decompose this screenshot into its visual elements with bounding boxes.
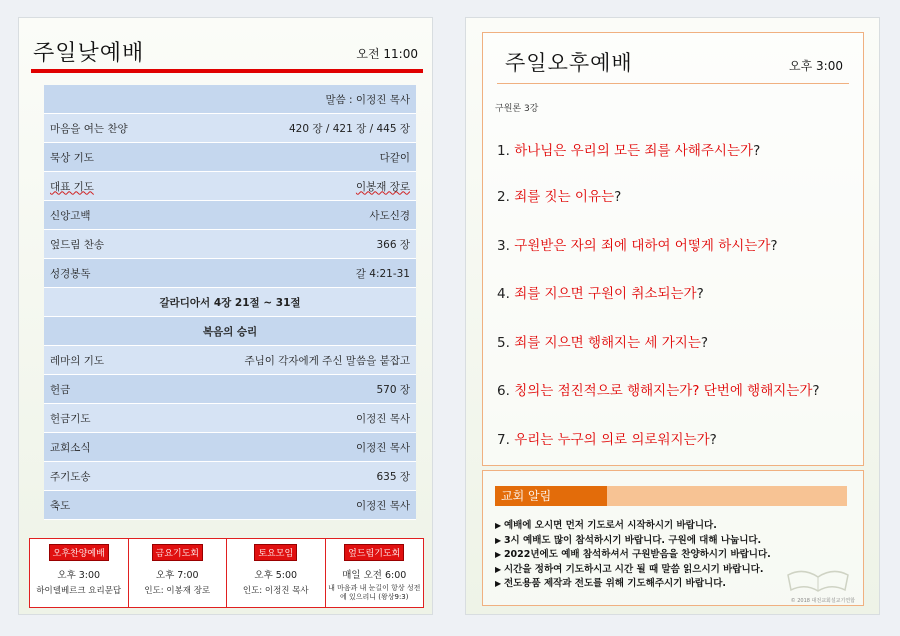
order-label: 성경봉독 <box>50 267 91 280</box>
morning-header <box>19 18 434 74</box>
sermon-series: 구원론 3강 <box>495 104 539 114</box>
question-number: 1. <box>497 143 510 159</box>
order-label: 마음을 여는 찬양 <box>50 122 128 135</box>
meeting-leader: 하이델베르크 요리문답 <box>36 586 122 596</box>
order-center-text: 갈라디아서 4장 21절 ~ 31절 <box>159 296 301 309</box>
notice-header-bar <box>495 486 847 506</box>
question-item <box>497 185 621 205</box>
question-text: 구원받은 자의 죄에 대하여 어떻게 하시는가 <box>514 238 771 254</box>
question-item <box>497 428 717 448</box>
order-label: 대표 기도 <box>50 180 94 193</box>
order-label: 묵상 기도 <box>50 151 94 164</box>
question-item <box>497 282 704 302</box>
meeting-title: 오후찬양예배 <box>49 544 109 561</box>
meeting-time: 오후 5:00 <box>254 570 298 581</box>
question-text: 죄를 짓는 이유는 <box>514 189 615 205</box>
order-row <box>44 172 416 201</box>
question-mark: ? <box>770 238 778 254</box>
meeting-title: 토요모임 <box>254 544 297 561</box>
afternoon-time: 오후 3:00 <box>789 59 843 73</box>
order-row <box>44 114 416 143</box>
notice-item: ▶ 예배에 오시면 먼저 기도로서 시작하시기 바랍니다. <box>495 517 855 532</box>
meeting-title: 엎드림기도회 <box>344 544 404 561</box>
order-value: 다같이 <box>379 151 410 164</box>
order-label: 레마의 기도 <box>50 354 105 367</box>
order-value: 갈 4:21-31 <box>355 267 410 280</box>
question-mark: ? <box>753 143 761 159</box>
order-row <box>44 433 416 462</box>
order-row <box>44 85 416 114</box>
order-label: 신앙고백 <box>50 209 91 222</box>
order-value: 420 장 / 421 장 / 445 장 <box>289 122 410 135</box>
question-text: 죄를 지으면 행해지는 세 가지는 <box>514 335 701 351</box>
church-notices <box>482 470 864 606</box>
worship-order-table <box>44 85 416 520</box>
order-row <box>44 201 416 230</box>
order-label: 엎드림 찬송 <box>50 238 105 251</box>
order-value: 주님이 각자에게 주신 말씀을 붙잡고 <box>244 354 410 367</box>
question-mark: ? <box>812 383 820 399</box>
order-value: 사도신경 <box>369 209 410 222</box>
question-number: 7. <box>497 432 510 448</box>
meeting-leader: 인도: 이봉재 장로 <box>144 586 211 596</box>
question-number: 4. <box>497 286 510 302</box>
meeting-cell <box>326 539 424 607</box>
question-number: 3. <box>497 238 510 254</box>
question-mark: ? <box>614 189 622 205</box>
order-row <box>44 375 416 404</box>
meeting-time: 매일 오전 6:00 <box>342 570 407 581</box>
question-item <box>497 379 820 399</box>
notice-item: ▶ 3시 예배도 많이 참석하시기 바랍니다. 구원에 대해 나눕니다. <box>495 532 855 547</box>
meeting-note: 내 마음과 내 눈길이 항상 성전에 있으리니 (왕상9:3) <box>328 584 421 601</box>
red-divider <box>31 69 423 73</box>
afternoon-box <box>482 32 864 466</box>
order-row <box>44 404 416 433</box>
notice-item: ▶ 시간을 정하여 기도하시고 시간 될 때 말씀 읽으시기 바랍니다. <box>495 561 855 576</box>
order-row <box>44 230 416 259</box>
question-text: 죄를 지으면 구원이 취소되는가 <box>514 286 697 302</box>
order-label: 교회소식 <box>50 441 91 454</box>
notice-title: 교회 알림 <box>495 486 607 506</box>
order-value: 366 장 <box>376 238 410 251</box>
order-center-text: 복음의 승리 <box>202 325 258 338</box>
order-value: 이정진 목사 <box>355 441 410 454</box>
notice-item: ▶ 전도용품 제작과 전도를 위해 기도해주시기 바랍니다. <box>495 575 855 590</box>
morning-time: 오전 11:00 <box>356 47 418 61</box>
order-row <box>44 288 416 317</box>
order-value: 말씀 : 이정진 목사 <box>325 93 410 106</box>
meeting-time: 오후 7:00 <box>155 570 199 581</box>
question-number: 6. <box>497 383 510 399</box>
question-text: 칭의는 점진적으로 행해지는가? 단번에 행해지는가 <box>514 383 813 399</box>
order-value: 이정진 목사 <box>355 499 410 512</box>
meeting-time: 오후 3:00 <box>57 570 101 581</box>
order-label: 주기도송 <box>50 470 91 483</box>
morning-title: 주일낮예배 <box>33 41 145 66</box>
notice-item: ▶ 2022년에도 예배 참석하셔서 구원받음을 찬양하시기 바랍니다. <box>495 546 855 561</box>
question-item <box>497 234 778 254</box>
question-item <box>497 331 708 351</box>
order-label: 헌금 <box>50 383 71 396</box>
meeting-leader: 인도: 이정진 목사 <box>242 586 309 596</box>
meeting-title: 금요기도회 <box>152 544 203 561</box>
order-value: 570 장 <box>376 383 410 396</box>
question-text: 하나님은 우리의 모든 죄를 사해주시는가 <box>514 143 754 159</box>
question-number: 5. <box>497 335 510 351</box>
order-label: 헌금기도 <box>50 412 91 425</box>
order-row <box>44 491 416 520</box>
order-row <box>44 317 416 346</box>
order-value: 이정진 목사 <box>355 412 410 425</box>
afternoon-title: 주일오후예배 <box>505 51 633 75</box>
question-number: 2. <box>497 189 510 205</box>
afternoon-worship-page <box>465 17 880 615</box>
question-mark: ? <box>696 286 704 302</box>
order-row <box>44 259 416 288</box>
question-mark: ? <box>700 335 709 351</box>
question-item <box>497 139 760 159</box>
question-text: 우리는 누구의 의로 의로워지는가 <box>514 432 710 448</box>
morning-worship-page <box>18 17 433 615</box>
open-book-icon <box>783 545 853 595</box>
meeting-cell <box>129 539 228 607</box>
weekly-meetings <box>29 538 424 608</box>
title-underline <box>497 83 849 84</box>
meeting-cell <box>30 539 129 607</box>
order-row <box>44 143 416 172</box>
order-row <box>44 462 416 491</box>
copyright-text: © 2018 대전교회설교기연합 <box>790 598 855 604</box>
meeting-cell <box>227 539 326 607</box>
question-mark: ? <box>709 432 717 448</box>
order-row <box>44 346 416 375</box>
order-value: 635 장 <box>376 470 410 483</box>
order-label: 축도 <box>50 499 71 512</box>
order-value: 이봉재 장로 <box>355 180 410 193</box>
